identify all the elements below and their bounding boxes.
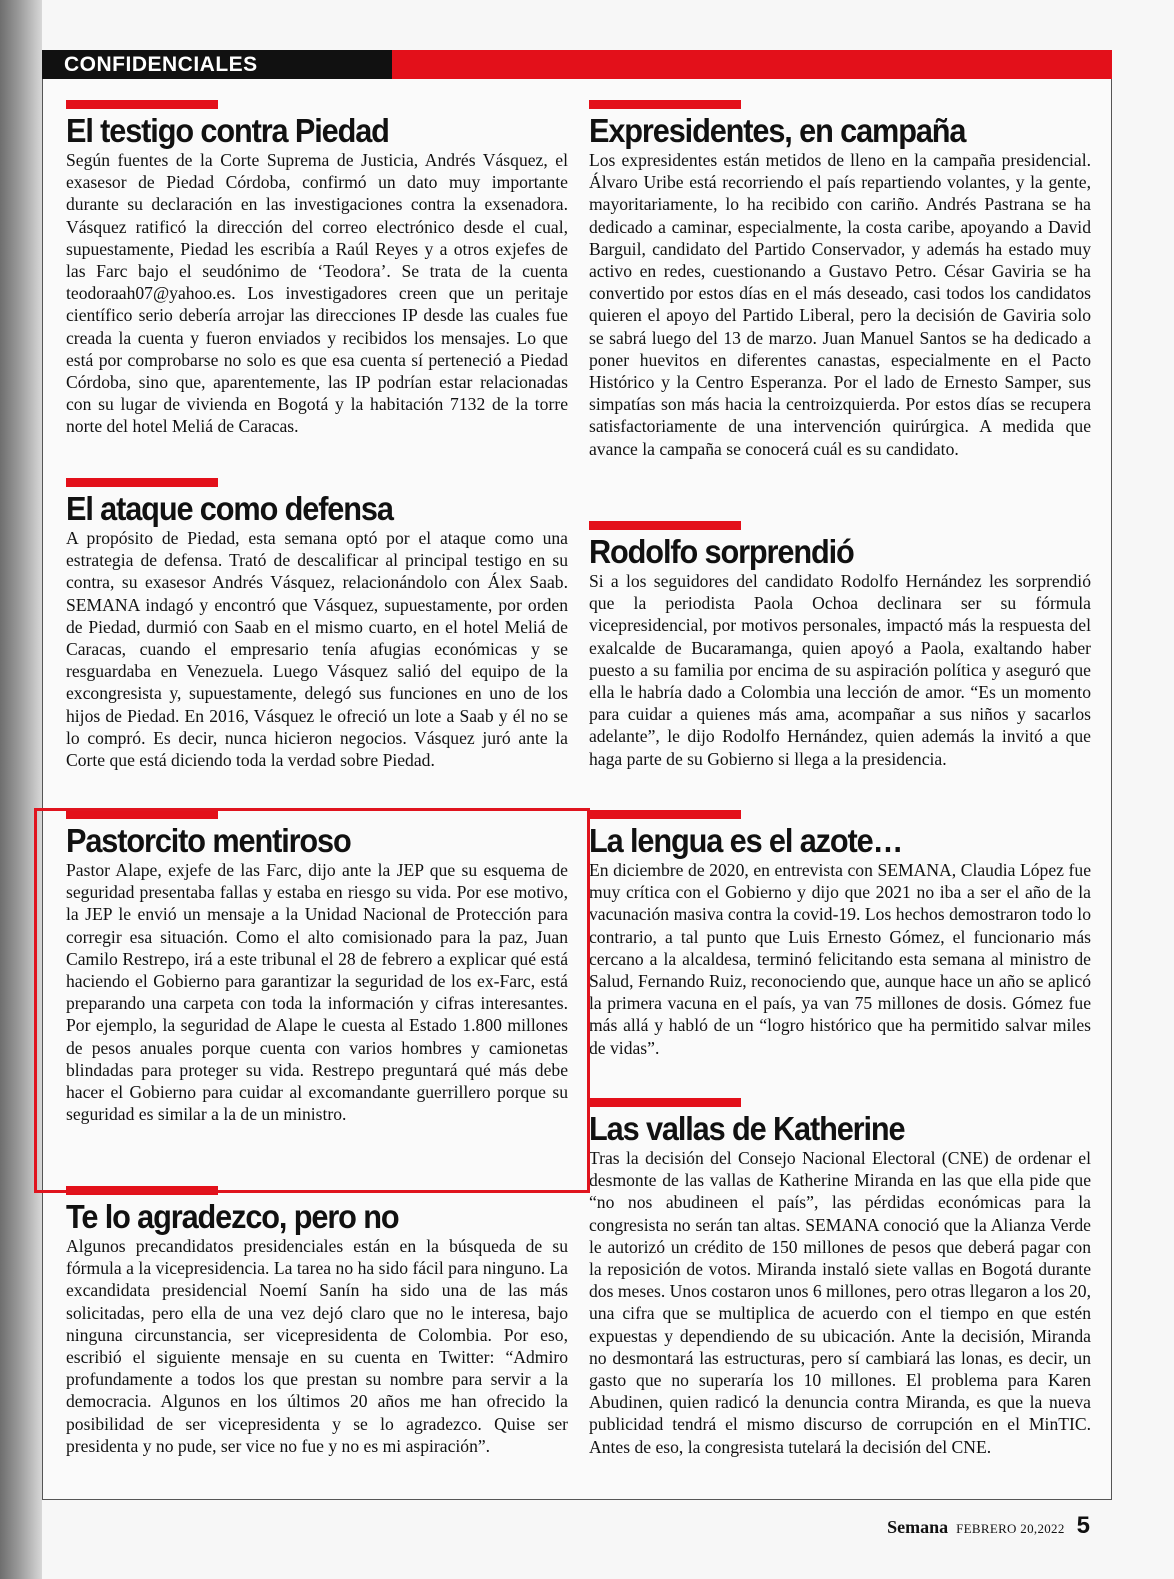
- article-body: Pastor Alape, exjefe de las Farc, dijo ante la JEP que su esquema de seguridad presentaba fallas y estaba en riesgo su vida. Por ese motivo, la JEP le envió un mensaje a la Unidad Nacional de Protección para corregir esa situación. Como el alto comisionado para la paz, Juan Camilo Restrepo, irá a este tribunal el 28 de febrero a explicar qué está haciendo el Gobierno para garantizar la seguridad de los ex-Farc, está preparando una carpeta con toda la información y cifras interesantes. Por ejemplo, la seguridad de Alape le cuesta al Estado 1.800 millones de pesos anuales porque cuenta con varios hombres y camionetas blindadas para proteger su vida. Restrepo preguntará qué más debe hacer el Gobierno para cuidar al excomandante guerrillero porque su seguridad es similar a la de un ministro.: [66, 860, 568, 1125]
- article-body: Tras la decisión del Consejo Nacional Electoral (CNE) de ordenar el desmonte de las vallas de Katherine Miranda en las que ella pide que “no nos abudineen el país”, las pérdidas económicas para la congresista no serán tan altas. SEMANA conoció que la Alianza Verde le autorizó un crédito de 150 millones de pesos que deberá pagar con la reposición de votos. Miranda instaló siete vallas en Bogotá durante dos meses. Unos costaron unos 6 millones, pero otras llegaron a los 20, una cifra que se multiplica de acuerdo con el tiempo en que estén expuestas y dependiendo de su ubicación. Ante la decisión, Miranda no desmontará las estructuras, pero sí cambiará las lonas, es decir, un gasto que no superaría los 10 millones. El problema para Karen Abudinen, quien radicó la denuncia contra Miranda, es que la nueva publicidad tendrá el mismo discurso de corrupción en el MinTIC. Antes de eso, la congresista tutelará la decisión del CNE.: [589, 1148, 1091, 1457]
- article-agradezco: [66, 1186, 568, 1457]
- red-rule: [589, 810, 741, 819]
- article-title: Las vallas de Katherine: [589, 1110, 905, 1147]
- issue-date: FEBRERO 20,2022: [956, 1521, 1065, 1536]
- red-rule: [66, 100, 218, 109]
- article-testigo: [66, 100, 568, 438]
- article-body: Los expresidentes están metidos de lleno en la campaña presidencial. Álvaro Uribe está recorriendo el país repartiendo volantes, y la gente, mayoritariamente, lo ha recibido con cariño. Andrés Pastrana se ha dedicado a caminar, especialmente, la costa caribe, apoyando a David Barguil, candidato del Partido Conservador, y además ha estado muy activo en redes, cuestionando a Gustavo Petro. César Gaviria se ha convertido por estos días en el más deseado, casi todos los candidatos quieren el apoyo del Partido Liberal, pero la decisión de Gaviria solo se sabrá luego del 13 de marzo. Juan Manuel Santos se ha dedicado a poner huevitos en diferentes canastas, especialmente en el Pacto Histórico y la Centro Esperanza. Por el lado de Ernesto Samper, sus simpatías son más hacia la centroizquierda. Por estos días se recupera satisfactoriamente de una intervención quirúrgica. A medida que avance la campaña se conocerá cuál es su candidato.: [589, 150, 1091, 459]
- article-title: El testigo contra Piedad: [66, 112, 389, 149]
- red-rule: [589, 100, 741, 109]
- article-rodolfo: [589, 521, 1091, 770]
- red-rule: [66, 478, 218, 487]
- article-lengua: [589, 810, 1091, 1059]
- article-title: Expresidentes, en campaña: [589, 112, 966, 149]
- article-body: Algunos precandidatos presidenciales están en la búsqueda de su fórmula a la vicepresidencia. La tarea no ha sido fácil para ninguno. La excandidata presidencial Noemí Sanín ha sido una de las más solicitadas, pero ella de una vez dejó claro que no le interesa, bajo ninguna circunstancia, ser vicepresidenta de Colombia. Por eso, escribió el siguiente mensaje en su cuenta en Twitter: “Admiro profundamente a todos los que prestan su nombre para servir a la democracia. Algunos en los últimos 20 años me han ofrecido la posibilidad de ser vicepresidenta y se lo agradezco. Quise ser presidenta y no pude, ser vice no fue y no es mi aspiración”.: [66, 1236, 568, 1456]
- red-rule: [589, 1098, 741, 1107]
- article-ataque: [66, 478, 568, 771]
- article-expresidentes: [589, 100, 1091, 460]
- article-title: Pastorcito mentiroso: [66, 822, 351, 859]
- page-footer: [887, 1512, 1090, 1540]
- section-title: CONFIDENCIALES: [42, 50, 392, 79]
- article-title: Rodolfo sorprendió: [589, 533, 854, 570]
- article-body: Según fuentes de la Corte Suprema de Justicia, Andrés Vásquez, el exasesor de Piedad Córdoba, confirmó un dato muy importante durante su declaración en las investigaciones contra la exsenadora. Vásquez ratificó la dirección del correo electrónico desde el cual, supuestamente, Piedad les escribía a Raúl Reyes y a otros exjefes de las Farc bajo el seudónimo de ‘Teodora’. Se trata de la cuenta teodoraah07@yahoo.es. Los investigadores creen que un peritaje científico serio debería arrojar las direcciones IP desde las cuales fue creada la cuenta y fueron enviados y recibidos los mensajes. Lo que está por comprobarse no solo es que esa cuenta sí perteneció a Piedad Córdoba, sino que, aparentemente, las IP podrían estar relacionadas con su lugar de vivienda en Bogotá y la habitación 7132 de la torre norte del hotel Meliá de Caracas.: [66, 150, 568, 437]
- section-header-bar: [42, 50, 1112, 79]
- article-title: El ataque como defensa: [66, 490, 393, 527]
- article-title: Te lo agradezco, pero no: [66, 1198, 399, 1235]
- article-body: En diciembre de 2020, en entrevista con SEMANA, Claudia López fue muy crítica con el Gobierno y dijo que 2021 no iba a ser el año de la vacunación masiva contra la covid-19. Los hechos demostraron todo lo contrario, a tal punto que Luis Ernesto Gómez, el funcionario más cercano a la alcaldesa, terminó felicitando esta semana al ministro de Salud, Fernando Ruiz, reconociendo que, aunque hace un año se aplicó la primera vacuna en el país, ya van 75 millones de dosis. Gómez fue más allá y habló de un “logro histórico que ha permitido salvar miles de vidas”.: [589, 860, 1091, 1058]
- magazine-name: Semana: [887, 1517, 949, 1537]
- article-vallas: [589, 1098, 1091, 1458]
- red-rule: [589, 521, 741, 530]
- article-body: A propósito de Piedad, esta semana optó por el ataque como una estrategia de defensa. Trató de descalificar al principal testigo en su contra, su exasesor Andrés Vásquez, relacionándolo con Álex Saab. SEMANA indagó y encontró que Vásquez, supuestamente, por orden de Piedad, durmió con Saab en el mismo cuarto, en el hotel Meliá de Caracas, cuando el empresario tenía afugias económicas y se resguardaba en Venezuela. Luego Vásquez salió del equipo de la excongresista y, supuestamente, delegó sus funciones en uno de los hijos de Piedad. En 2016, Vásquez le ofreció un lote a Saab y él no se lo compró. Es decir, nunca hicieron negocios. Vásquez juró ante la Corte que está diciendo toda la verdad sobre Piedad.: [66, 528, 568, 771]
- article-title: La lengua es el azote…: [589, 822, 903, 859]
- page-gutter-shadow: [0, 0, 42, 1579]
- page-number: 5: [1076, 1512, 1090, 1539]
- article-body: Si a los seguidores del candidato Rodolfo Hernández les sorprendió que la periodista Paola Ochoa declinara ser su fórmula vicepresidencial, por motivos personales, impactó más la respuesta del exalcalde de Bucaramanga, quien apoyó a Paola, exaltando haber puesto a su familia por encima de su aspiración política y aseguró que ella le habría dado a Colombia una lección de amor. “Es un momento para cuidar a quienes más ama, acompañar a sus niños y sacarlos adelante”, le dijo Rodolfo Hernández, quien además la invitó a que haga parte de su Gobierno si llega a la presidencia.: [589, 571, 1091, 769]
- selection-highlight-box: [34, 808, 590, 1193]
